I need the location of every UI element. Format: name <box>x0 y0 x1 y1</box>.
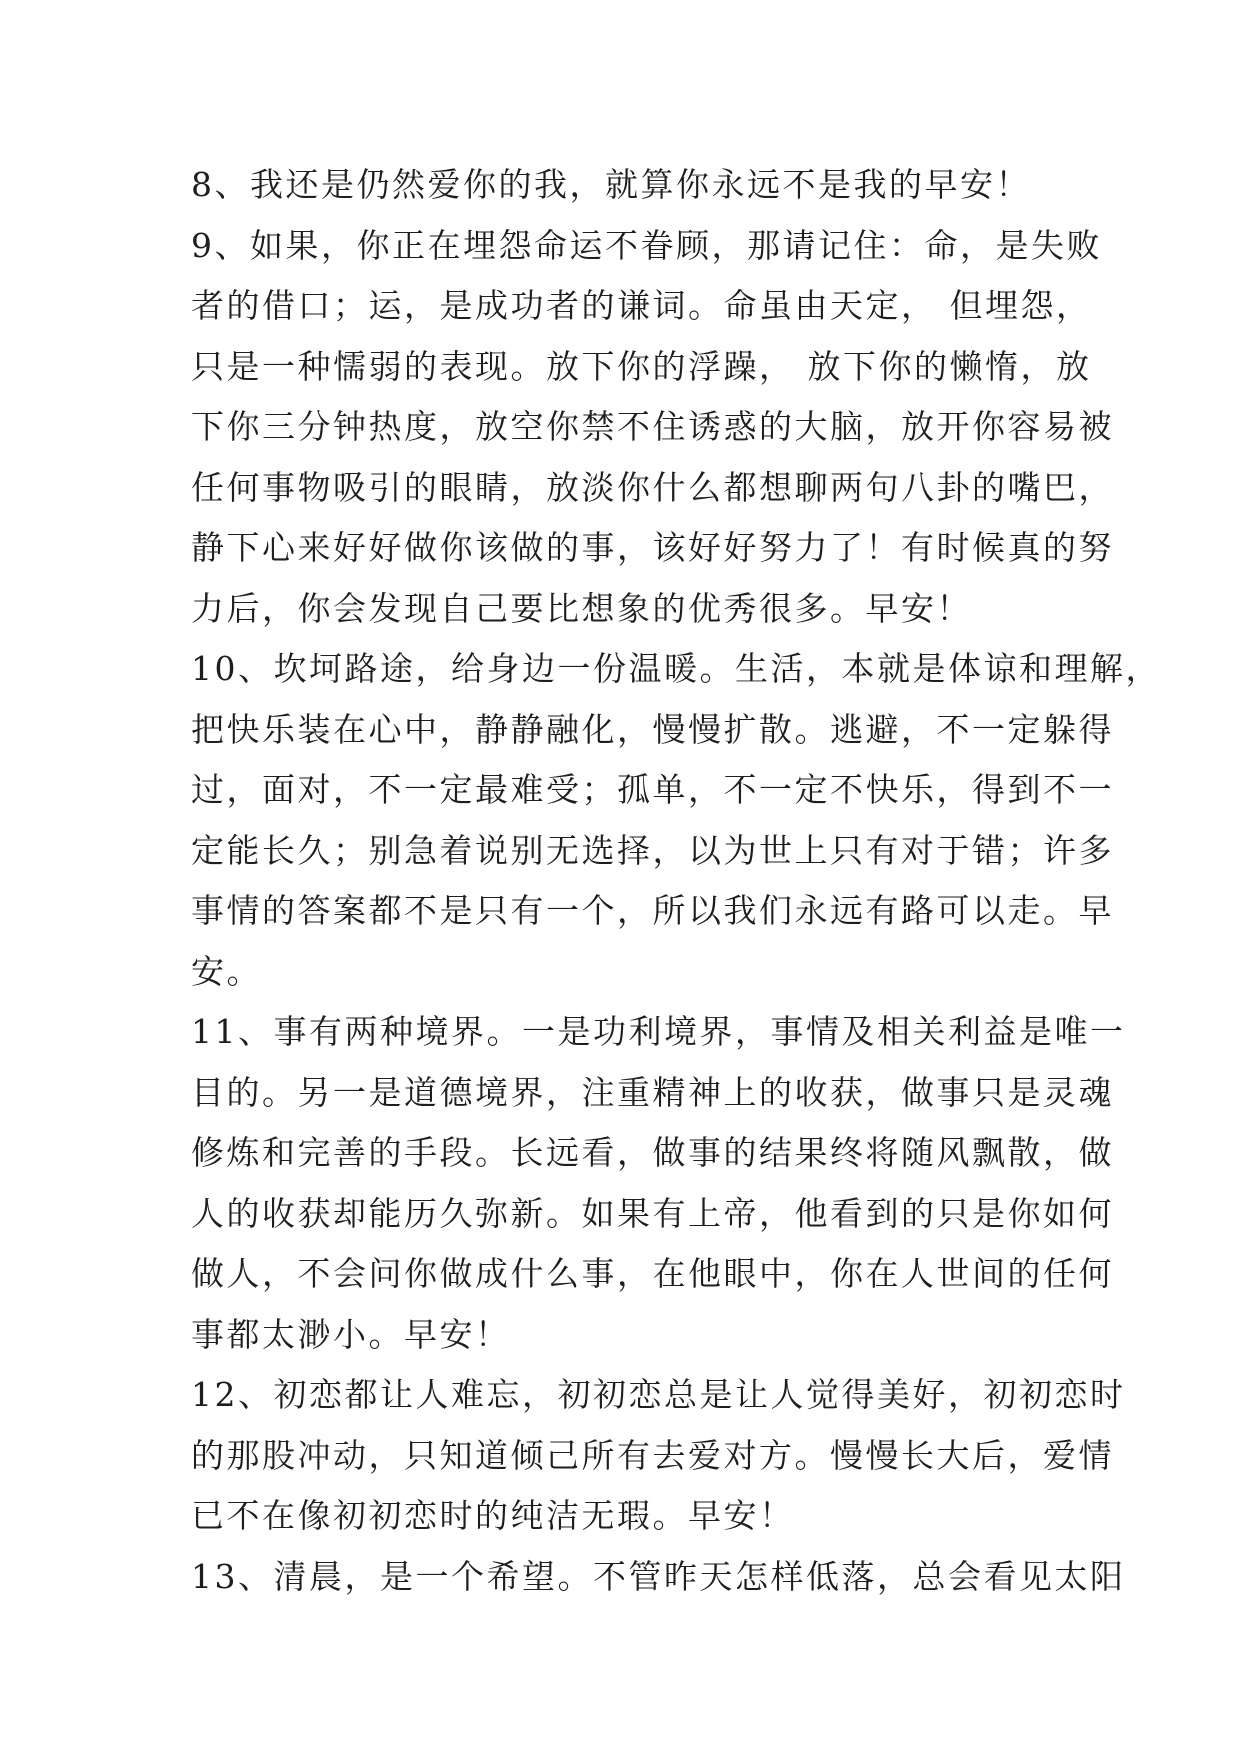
text-line: 静下心来好好做你该做的事，该好好努力了！有时候真的努 <box>191 528 1114 567</box>
text-line: 13、清晨，是一个希望。不管昨天怎样低落，总会看见太阳 <box>191 1556 1126 1596</box>
text-line: 目的。另一是道德境界，注重精神上的收获，做事只是灵魂 <box>191 1072 1114 1112</box>
document-body <box>191 155 1161 1607</box>
text-line: 的那股冲动，只知道倾己所有去爱对方。慢慢长大后，爱情 <box>191 1435 1114 1475</box>
text-line: 只是一种懦弱的表现。放下你的浮躁， 放下你的懒惰，放 <box>191 346 1092 386</box>
text-line: 做人，不会问你做成什么事，在他眼中，你在人世间的任何 <box>191 1254 1114 1293</box>
text-line: 事情的答案都不是只有一个，所以我们永远有路可以走。早 <box>191 891 1114 930</box>
text-line: 已不在像初初恋时的纯洁无瑕。早安！ <box>191 1496 795 1535</box>
text-line: 修炼和完善的手段。长远看，做事的结果终将随风飘散，做 <box>191 1133 1114 1172</box>
text-line: 安。 <box>191 951 262 991</box>
text-line: 定能长久；别急着说别无选择，以为世上只有对于错；许多 <box>191 830 1114 870</box>
text-line: 任何事物吸引的眼睛，放淡你什么都想聊两句八卦的嘴巴， <box>191 467 1114 507</box>
text-line: 11、事有两种境界。一是功利境界，事情及相关利益是唯一 <box>191 1012 1126 1051</box>
text-line: 者的借口；运，是成功者的谦词。命虽由天定， 但埋怨， <box>191 286 1092 325</box>
text-line: 12、初恋都让人难忘，初初恋总是让人觉得美好，初初恋时 <box>191 1375 1126 1414</box>
text-line: 下你三分钟热度，放空你禁不住诱惑的大脑，放开你容易被 <box>191 407 1114 446</box>
text-line: 人的收获却能历久弥新。如果有上帝，他看到的只是你如何 <box>191 1193 1114 1233</box>
text-line: 10、坎坷路途，给身边一份温暖。生活，本就是体谅和理解， <box>191 649 1161 688</box>
text-line: 8、我还是仍然爱你的我，就算你永远不是我的早安！ <box>191 165 1031 204</box>
text-line: 事都太渺小。早安！ <box>191 1314 511 1354</box>
text-line: 把快乐装在心中，静静融化，慢慢扩散。逃避，不一定躲得 <box>191 709 1114 749</box>
text-line: 9、如果，你正在埋怨命运不眷顾，那请记住：命，是失败 <box>191 225 1102 265</box>
text-line: 力后，你会发现自己要比想象的优秀很多。早安！ <box>191 588 972 628</box>
text-line: 过，面对，不一定最难受；孤单，不一定不快乐，得到不一 <box>191 770 1114 809</box>
